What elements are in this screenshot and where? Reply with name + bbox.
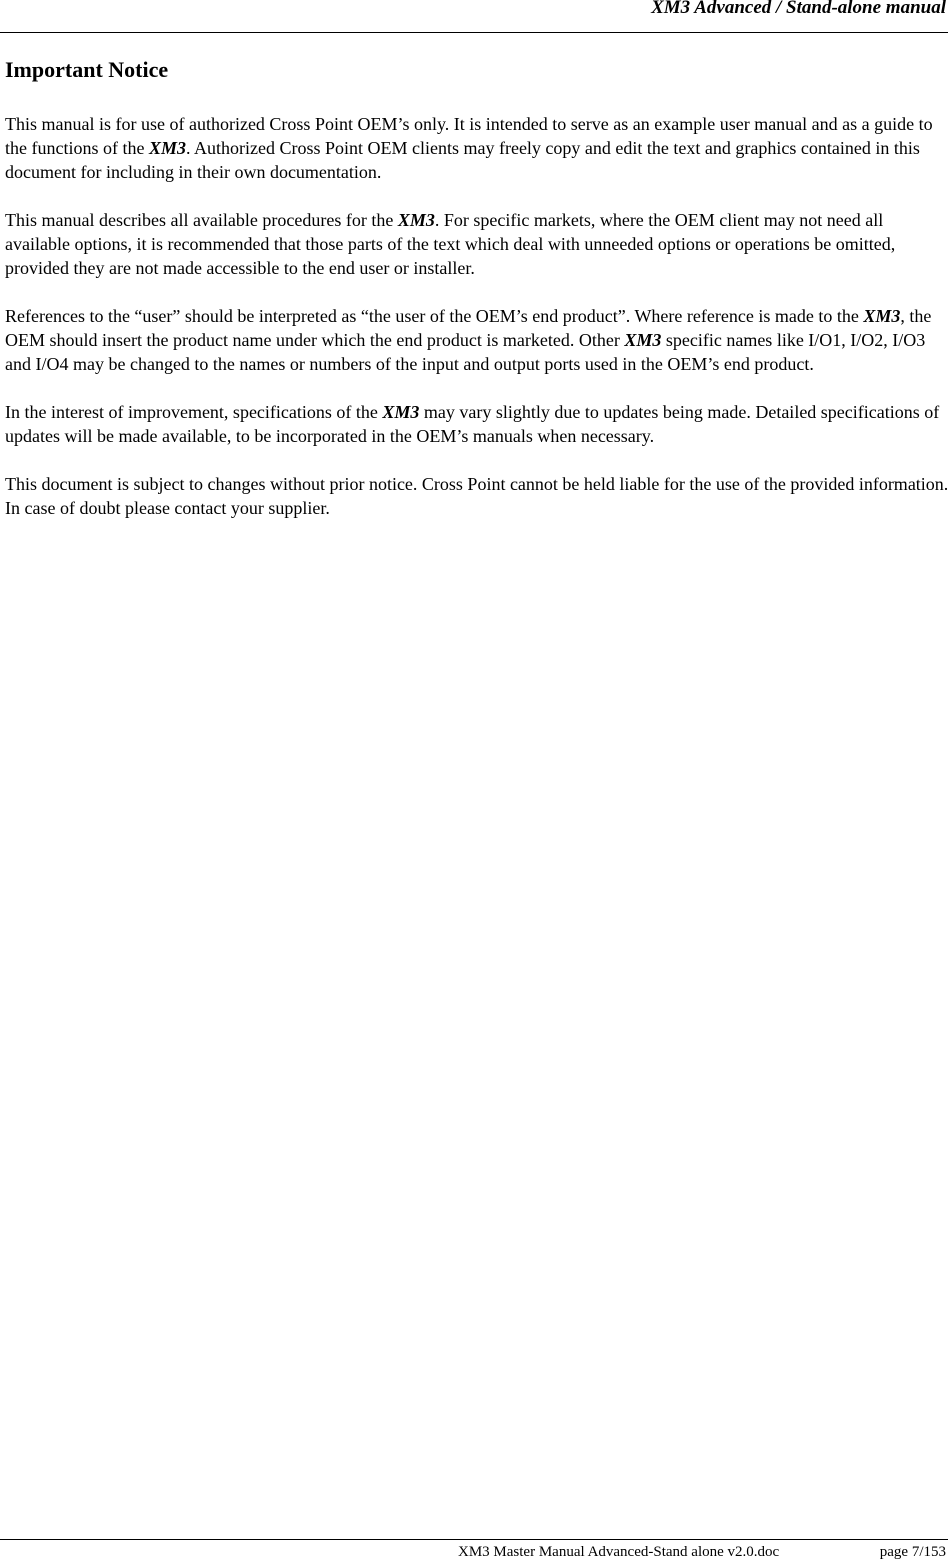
page-footer [0,1539,948,1564]
paragraph-text: specific names like I/O1, I/O2, I/O3 and I/O4 may be changed to the names or numbers of the input and output ports used in the OEM’s end product. [5,330,926,374]
paragraph-text: This manual describes all available procedures for the [5,210,398,230]
paragraph-oem-use [5,112,950,184]
paragraph-references [5,304,950,376]
paragraph-text: This document is subject to changes without prior notice. Cross Point cannot be held liable for the use of the provided information. In case of doubt please contact your supplier. [5,474,949,518]
paragraph-text: . For specific markets, where the OEM client may not need all available options, it is recommended that those parts of the text which deal with unneeded options or operations be omitted, provided they are not made accessible to the end user or installer. [5,210,896,278]
paragraph-text: , the OEM should insert the product name under which the end product is marketed. Other [5,306,932,350]
product-name: XM3 [148,138,186,158]
paragraph-disclaimer [5,472,950,520]
paragraph-procedures [5,208,950,280]
product-name: XM3 [382,402,420,422]
product-name: XM3 [863,306,901,326]
paragraph-text: In the interest of improvement, specifications of the [5,402,383,422]
paragraph-text: . Authorized Cross Point OEM clients may freely copy and edit the text and graphics contained in this document for including in their own documentation. [5,138,920,182]
document-body [5,54,950,544]
running-title: XM3 Advanced / Stand-alone manual [651,0,946,18]
product-name: XM3 [624,330,662,350]
document-name: XM3 Master Manual Advanced-Stand alone v2.0.doc [458,1544,780,1560]
paragraph-text: may vary slightly due to updates being made. Detailed specifications of updates will be made available, to be incorporated in the OEM’s manuals when necessary. [5,402,940,446]
paragraph-text: This manual is for use of authorized Cross Point OEM’s only. It is intended to serve as an example user manual and as a guide to the functions of the [5,114,933,158]
page-header [0,0,948,33]
paragraph-text: References to the “user” should be interpreted as “the user of the OEM’s end product”. Where reference is made to the [5,306,864,326]
section-title: Important Notice [5,57,169,82]
page-number: page 7/153 [879,1544,946,1560]
product-name: XM3 [397,210,435,230]
paragraph-improvement [5,400,950,448]
